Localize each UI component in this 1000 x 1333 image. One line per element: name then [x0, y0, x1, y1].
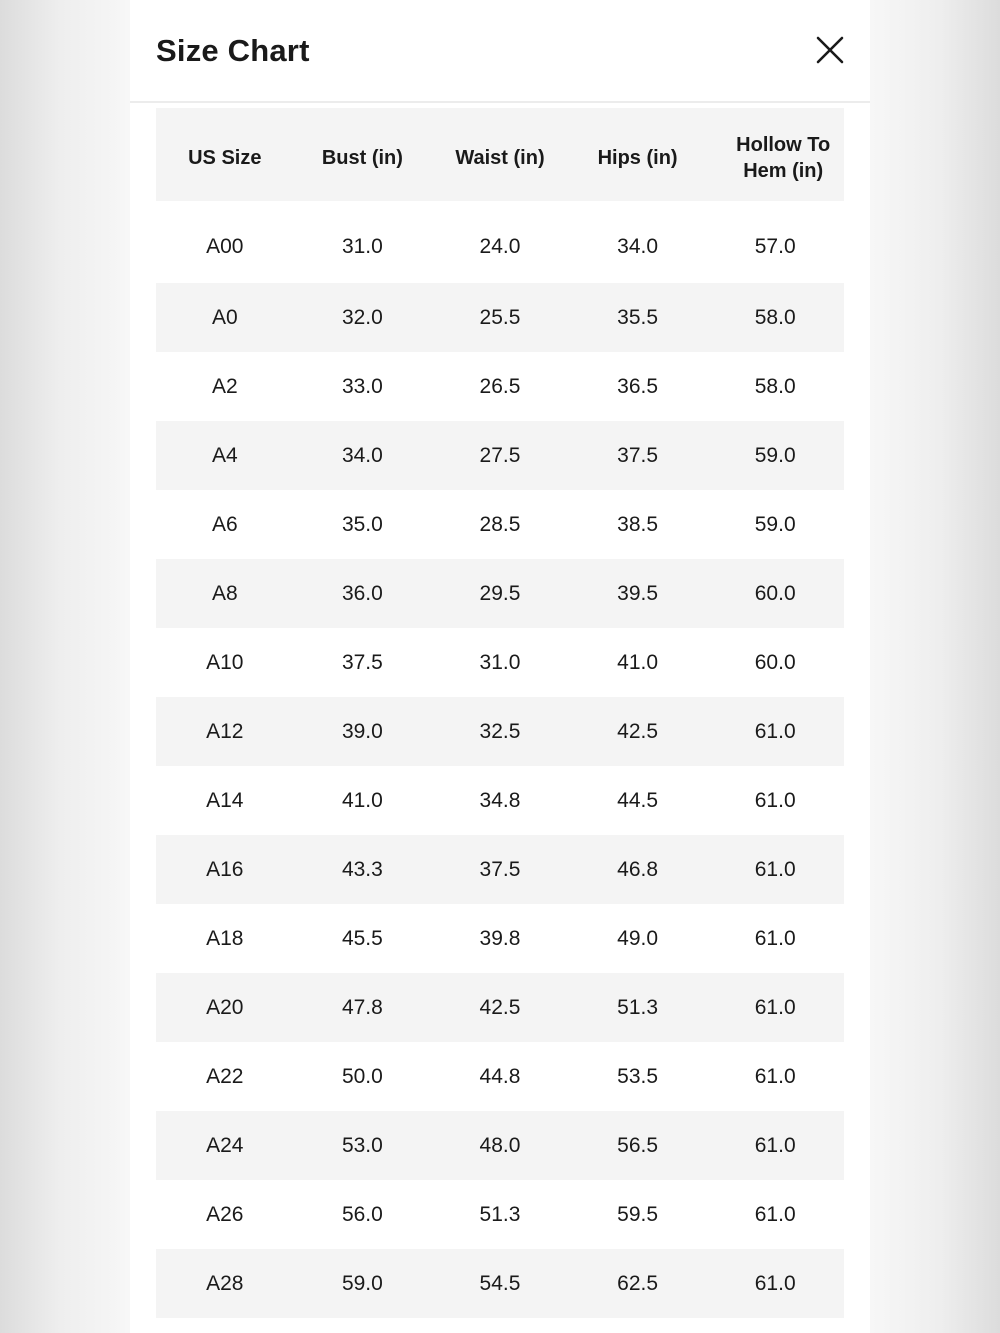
table-row [156, 490, 844, 559]
table-body [156, 201, 844, 1318]
cell-bust: 47.8 [341, 995, 383, 1019]
cell-waist: 25.5 [479, 305, 521, 329]
table-row [156, 559, 844, 628]
cell-us-size: A0 [211, 305, 238, 329]
cell-waist: 39.8 [479, 926, 521, 950]
cell-hips: 51.3 [617, 995, 659, 1019]
size-table-container [156, 108, 844, 1318]
cell-hollow-to-hem: 59.0 [754, 512, 796, 536]
size-table [156, 108, 844, 1318]
table-header-row [156, 108, 844, 201]
cell-hollow-to-hem: 61.0 [754, 1064, 796, 1088]
table-row [156, 766, 844, 835]
cell-hips: 59.5 [617, 1202, 659, 1226]
table-row [156, 1042, 844, 1111]
cell-us-size: A20 [206, 995, 244, 1019]
table-row [156, 1249, 844, 1318]
cell-us-size: A16 [206, 857, 244, 881]
cell-hollow-to-hem: 61.0 [754, 788, 796, 812]
header-waist: Waist (in) [455, 146, 545, 169]
cell-us-size: A6 [211, 512, 238, 536]
cell-hollow-to-hem: 60.0 [754, 650, 796, 674]
table-row [156, 628, 844, 697]
cell-us-size: A4 [211, 443, 238, 467]
cell-hips: 49.0 [617, 926, 659, 950]
cell-us-size: A00 [206, 235, 244, 258]
cell-us-size: A14 [206, 788, 244, 812]
header-bust: Bust (in) [321, 146, 403, 169]
cell-bust: 31.0 [341, 235, 383, 258]
cell-bust: 41.0 [341, 788, 383, 812]
cell-waist: 44.8 [479, 1064, 521, 1088]
cell-hollow-to-hem: 58.0 [754, 305, 796, 329]
cell-waist: 28.5 [479, 512, 521, 536]
header-us-size: US Size [188, 146, 262, 169]
cell-bust: 59.0 [341, 1271, 383, 1295]
cell-waist: 29.5 [479, 581, 521, 605]
table-row [156, 904, 844, 973]
size-chart-modal [130, 0, 870, 1333]
cell-waist: 51.3 [479, 1202, 521, 1226]
table-row [156, 973, 844, 1042]
cell-us-size: A2 [211, 374, 238, 398]
cell-hollow-to-hem: 58.0 [754, 374, 796, 398]
cell-us-size: A8 [211, 581, 238, 605]
cell-waist: 31.0 [479, 650, 521, 674]
cell-bust: 34.0 [341, 443, 383, 467]
cell-bust: 56.0 [341, 1202, 383, 1226]
cell-hollow-to-hem: 60.0 [754, 581, 796, 605]
cell-hips: 38.5 [617, 512, 659, 536]
cell-us-size: A28 [206, 1271, 244, 1295]
cell-hips: 36.5 [617, 374, 659, 398]
cell-hips: 34.0 [617, 235, 659, 258]
cell-hollow-to-hem: 61.0 [754, 1271, 796, 1295]
cell-waist: 27.5 [479, 443, 521, 467]
close-button[interactable] [808, 28, 852, 72]
cell-hollow-to-hem: 61.0 [754, 857, 796, 881]
table-row [156, 1180, 844, 1249]
cell-hollow-to-hem: 61.0 [754, 995, 796, 1019]
cell-us-size: A24 [206, 1133, 244, 1157]
cell-us-size: A22 [206, 1064, 244, 1088]
cell-waist: 34.8 [479, 788, 521, 812]
cell-hips: 42.5 [617, 719, 659, 743]
cell-hips: 39.5 [617, 581, 659, 605]
cell-hips: 41.0 [617, 650, 659, 674]
cell-bust: 32.0 [341, 305, 383, 329]
close-icon [816, 36, 844, 64]
cell-bust: 36.0 [341, 581, 383, 605]
cell-us-size: A18 [206, 926, 244, 950]
cell-hollow-to-hem: 61.0 [754, 719, 796, 743]
table-row [156, 1111, 844, 1180]
cell-waist: 26.5 [479, 374, 521, 398]
cell-hips: 37.5 [617, 443, 659, 467]
table-row [156, 835, 844, 904]
cell-hollow-to-hem: 57.0 [754, 235, 796, 258]
cell-bust: 43.3 [341, 857, 383, 881]
table-row [156, 283, 844, 352]
table-row [156, 421, 844, 490]
cell-waist: 48.0 [479, 1133, 521, 1157]
cell-waist: 54.5 [479, 1271, 521, 1295]
cell-us-size: A26 [206, 1202, 244, 1226]
cell-hollow-to-hem: 61.0 [754, 1133, 796, 1157]
cell-hips: 46.8 [617, 857, 659, 881]
cell-hips: 35.5 [617, 305, 659, 329]
cell-waist: 32.5 [479, 719, 521, 743]
cell-hips: 53.5 [617, 1064, 659, 1088]
table-row [156, 201, 844, 283]
modal-header [130, 0, 870, 103]
cell-hollow-to-hem: 59.0 [754, 443, 796, 467]
cell-waist: 24.0 [479, 235, 521, 258]
cell-us-size: A12 [206, 719, 244, 743]
cell-bust: 50.0 [341, 1064, 383, 1088]
header-hollow-to-hem: Hollow To Hem (in) [736, 133, 831, 182]
cell-bust: 53.0 [341, 1133, 383, 1157]
cell-hips: 44.5 [617, 788, 659, 812]
table-row [156, 352, 844, 421]
cell-hips: 62.5 [617, 1271, 659, 1295]
cell-us-size: A10 [206, 650, 244, 674]
cell-waist: 37.5 [479, 857, 521, 881]
cell-bust: 45.5 [341, 926, 383, 950]
cell-hollow-to-hem: 61.0 [754, 1202, 796, 1226]
cell-hollow-to-hem: 61.0 [754, 926, 796, 950]
cell-hips: 56.5 [617, 1133, 659, 1157]
table-row [156, 697, 844, 766]
modal-title: Size Chart [156, 33, 310, 68]
cell-bust: 35.0 [341, 512, 383, 536]
cell-bust: 39.0 [341, 719, 383, 743]
cell-bust: 33.0 [341, 374, 383, 398]
cell-bust: 37.5 [341, 650, 383, 674]
cell-waist: 42.5 [479, 995, 521, 1019]
header-hips: Hips (in) [597, 146, 678, 169]
